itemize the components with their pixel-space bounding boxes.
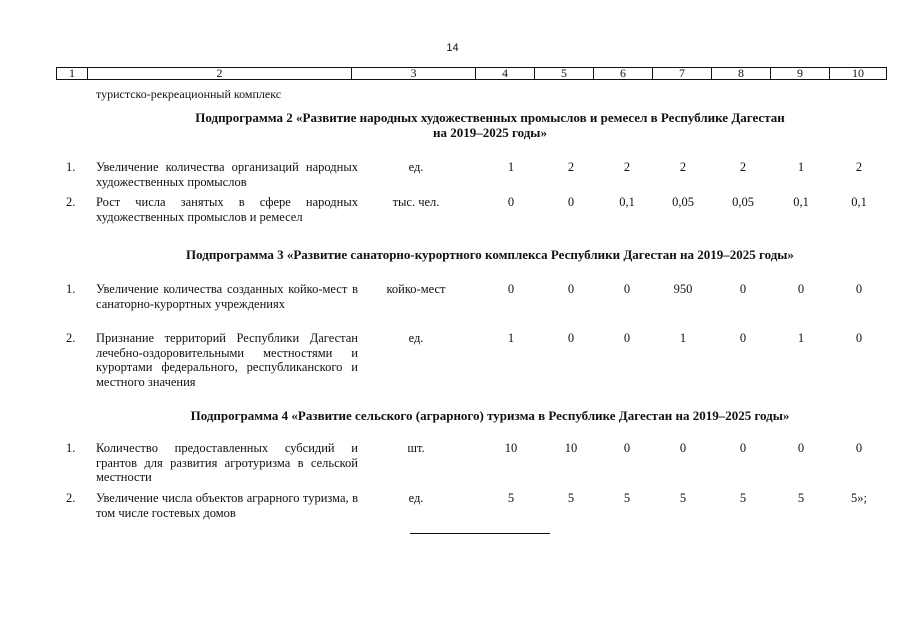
row-value: 0 <box>797 282 805 296</box>
row-value: 0 <box>567 195 575 209</box>
row-value: 2 <box>739 160 747 174</box>
row-description: Рост числа занятых в сфере народных художественных промыслов и ремесел <box>96 195 358 224</box>
row-value: 0 <box>797 441 805 455</box>
section-title-line: на 2019–2025 годы» <box>433 125 547 140</box>
row-value: 0,1 <box>619 195 635 209</box>
row-description: Увеличение количества созданных койко-мест в санаторно-курортных учреждениях <box>96 282 358 311</box>
row-unit: ед. <box>408 491 424 505</box>
row-value: 0 <box>623 441 631 455</box>
row-value: 1 <box>679 331 687 345</box>
row-number: 2. <box>66 195 76 209</box>
row-value: 0 <box>507 282 515 296</box>
row-value: 2 <box>855 160 863 174</box>
row-number: 1. <box>66 441 76 455</box>
row-value: 0 <box>623 331 631 345</box>
column-header-cell: 8 <box>712 68 771 80</box>
row-value: 0 <box>739 282 747 296</box>
row-value: 5 <box>797 491 805 505</box>
row-number: 1. <box>66 282 76 296</box>
row-description: Увеличение числа объектов аграрного туризма, в том числе гостевых домов <box>96 491 358 520</box>
row-value: 5 <box>623 491 631 505</box>
section-title-subprogram-2 <box>150 110 830 140</box>
row-description: Признание территорий Республики Дагестан лечебно-оздоровительными местностями и курортами федерального, республиканского и местного значения <box>96 331 358 389</box>
row-unit: ед. <box>408 331 424 345</box>
row-value: 0 <box>679 441 687 455</box>
row-value: 0,05 <box>672 195 694 209</box>
row-value: 0,1 <box>851 195 867 209</box>
row-value: 2 <box>623 160 631 174</box>
row-value: 5 <box>739 491 747 505</box>
row-value: 0 <box>739 441 747 455</box>
row-number: 1. <box>66 160 76 174</box>
row-unit: шт. <box>407 441 425 455</box>
row-value: 1 <box>507 160 515 174</box>
continuation-text: туристско-рекреационный комплекс <box>96 87 282 101</box>
row-value: 0 <box>855 331 863 345</box>
row-value: 5 <box>679 491 687 505</box>
column-header-cell: 4 <box>476 68 535 80</box>
page-number: 14 <box>446 42 459 54</box>
row-unit: койко-мест <box>386 282 446 296</box>
section-title-line: Подпрограмма 2 «Развитие народных художественных промыслов и ремесел в Республике Дагестан <box>195 110 785 125</box>
row-value: 0,1 <box>793 195 809 209</box>
column-header-cell: 2 <box>88 68 352 80</box>
column-header-cell: 7 <box>653 68 712 80</box>
row-value: 5»; <box>851 491 867 505</box>
end-rule <box>410 533 550 534</box>
column-header-cell: 1 <box>57 68 88 80</box>
row-value: 0 <box>623 282 631 296</box>
row-value: 0 <box>567 331 575 345</box>
row-value: 0 <box>855 282 863 296</box>
row-unit: тыс. чел. <box>392 195 440 209</box>
row-description: Количество предоставленных субсидий и грантов для развития агротуризма в сельской местности <box>96 441 358 484</box>
column-header-cell: 3 <box>352 68 476 80</box>
row-value: 2 <box>567 160 575 174</box>
section-title-line: Подпрограмма 4 «Развитие сельского (аграрного) туризма в Республике Дагестан на 2019–2025 годы» <box>190 408 790 423</box>
row-value: 0 <box>739 331 747 345</box>
row-number: 2. <box>66 491 76 505</box>
column-header-cell: 9 <box>771 68 830 80</box>
row-value: 5 <box>567 491 575 505</box>
row-unit: ед. <box>408 160 424 174</box>
row-value: 0 <box>507 195 515 209</box>
column-header-cell: 6 <box>594 68 653 80</box>
column-number-header <box>56 67 887 80</box>
row-value: 10 <box>504 441 518 455</box>
row-value: 950 <box>673 282 693 296</box>
section-title-line: Подпрограмма 3 «Развитие санаторно-курортного комплекса Республики Дагестан на 2019–2025 годы» <box>186 247 794 262</box>
row-value: 1 <box>797 331 805 345</box>
row-value: 1 <box>507 331 515 345</box>
row-value: 5 <box>507 491 515 505</box>
row-value: 10 <box>564 441 578 455</box>
row-value: 0,05 <box>732 195 754 209</box>
section-title-subprogram-4 <box>150 408 830 423</box>
row-value: 1 <box>797 160 805 174</box>
row-number: 2. <box>66 331 76 345</box>
section-title-subprogram-3 <box>150 247 830 262</box>
row-value: 0 <box>567 282 575 296</box>
row-description: Увеличение количества организаций народных художественных промыслов <box>96 160 358 189</box>
row-value: 2 <box>679 160 687 174</box>
row-value: 0 <box>855 441 863 455</box>
column-header-cell: 10 <box>830 68 887 80</box>
column-header-cell: 5 <box>535 68 594 80</box>
